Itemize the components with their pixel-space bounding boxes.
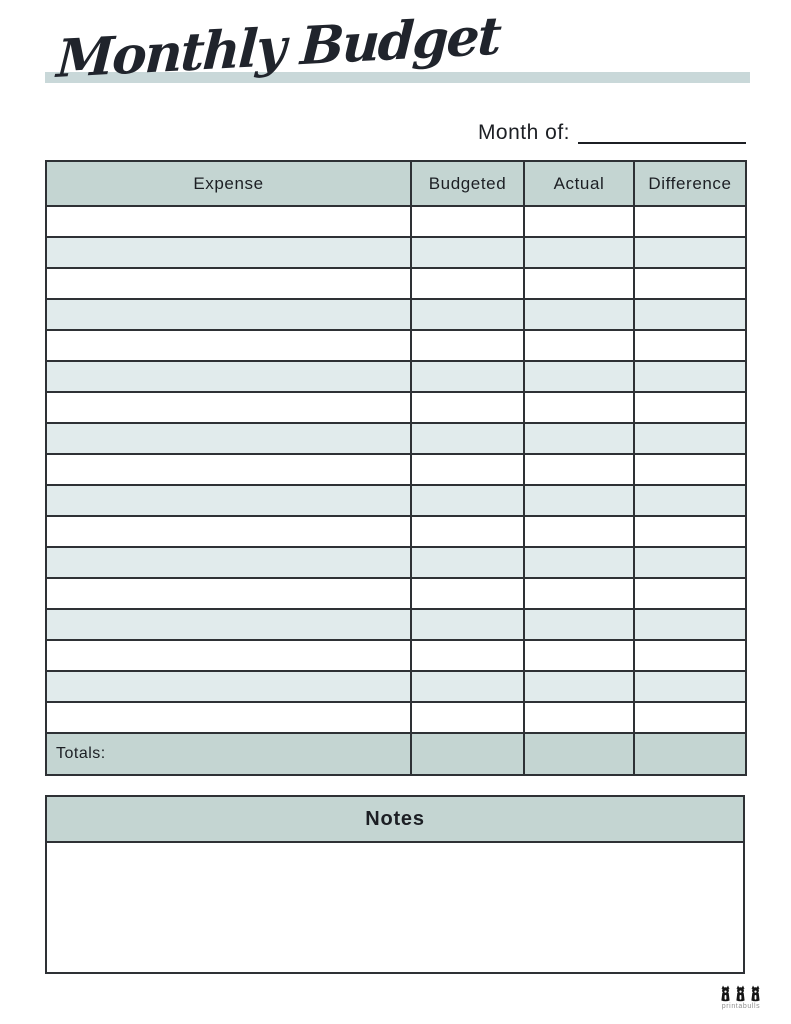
table-row — [46, 392, 746, 423]
actual-cell[interactable] — [524, 330, 634, 361]
budgeted-cell[interactable] — [411, 485, 524, 516]
expense-cell[interactable] — [46, 609, 411, 640]
budgeted-cell[interactable] — [411, 392, 524, 423]
budgeted-cell[interactable] — [411, 547, 524, 578]
month-of-input-line[interactable] — [578, 122, 746, 144]
brand-logo — [716, 985, 766, 1010]
table-row — [46, 578, 746, 609]
budgeted-cell[interactable] — [411, 206, 524, 237]
actual-cell[interactable] — [524, 361, 634, 392]
expense-cell[interactable] — [46, 547, 411, 578]
budgeted-cell[interactable] — [411, 609, 524, 640]
expense-cell[interactable] — [46, 299, 411, 330]
table-row — [46, 423, 746, 454]
month-of-field — [478, 121, 746, 144]
difference-cell[interactable] — [634, 578, 746, 609]
budgeted-cell[interactable] — [411, 640, 524, 671]
table-row — [46, 609, 746, 640]
budgeted-cell[interactable] — [411, 361, 524, 392]
notes-area[interactable] — [47, 843, 743, 972]
budgeted-cell[interactable] — [411, 330, 524, 361]
table-row — [46, 268, 746, 299]
expense-cell[interactable] — [46, 485, 411, 516]
table-row — [46, 361, 746, 392]
page-title: Monthly Budget — [55, 5, 502, 90]
actual-cell[interactable] — [524, 702, 634, 733]
actual-cell[interactable] — [524, 206, 634, 237]
actual-cell[interactable] — [524, 392, 634, 423]
actual-cell[interactable] — [524, 547, 634, 578]
expense-cell[interactable] — [46, 423, 411, 454]
budgeted-cell[interactable] — [411, 578, 524, 609]
budgeted-cell[interactable] — [411, 671, 524, 702]
difference-cell[interactable] — [634, 330, 746, 361]
column-header-expense: Expense — [46, 161, 411, 206]
difference-cell[interactable] — [634, 268, 746, 299]
actual-cell[interactable] — [524, 609, 634, 640]
budget-table — [45, 160, 745, 776]
bulldog-trio-icon — [720, 985, 762, 1002]
budgeted-cell[interactable] — [411, 237, 524, 268]
actual-cell[interactable] — [524, 640, 634, 671]
difference-cell[interactable] — [634, 423, 746, 454]
notes-header: Notes — [47, 797, 743, 843]
expense-cell[interactable] — [46, 206, 411, 237]
budgeted-cell[interactable] — [411, 268, 524, 299]
table-row — [46, 516, 746, 547]
totals-budgeted-cell[interactable] — [411, 733, 524, 775]
difference-cell[interactable] — [634, 485, 746, 516]
actual-cell[interactable] — [524, 423, 634, 454]
month-of-label: Month of: — [477, 121, 570, 144]
table-row — [46, 206, 746, 237]
actual-cell[interactable] — [524, 578, 634, 609]
table-row — [46, 330, 746, 361]
difference-cell[interactable] — [634, 609, 746, 640]
budget-table-header — [46, 161, 746, 206]
actual-cell[interactable] — [524, 454, 634, 485]
table-row — [46, 485, 746, 516]
expense-cell[interactable] — [46, 237, 411, 268]
table-row — [46, 237, 746, 268]
difference-cell[interactable] — [634, 516, 746, 547]
expense-cell[interactable] — [46, 361, 411, 392]
table-row — [46, 547, 746, 578]
expense-cell[interactable] — [46, 268, 411, 299]
difference-cell[interactable] — [634, 702, 746, 733]
expense-cell[interactable] — [46, 671, 411, 702]
actual-cell[interactable] — [524, 299, 634, 330]
budgeted-cell[interactable] — [411, 702, 524, 733]
budget-table-footer — [46, 733, 746, 775]
expense-cell[interactable] — [46, 516, 411, 547]
header-row — [46, 161, 746, 206]
expense-cell[interactable] — [46, 702, 411, 733]
table-row — [46, 299, 746, 330]
table-row — [46, 702, 746, 733]
actual-cell[interactable] — [524, 516, 634, 547]
difference-cell[interactable] — [634, 547, 746, 578]
expense-cell[interactable] — [46, 392, 411, 423]
difference-cell[interactable] — [634, 392, 746, 423]
expense-cell[interactable] — [46, 640, 411, 671]
difference-cell[interactable] — [634, 299, 746, 330]
actual-cell[interactable] — [524, 485, 634, 516]
column-header-budgeted: Budgeted — [411, 161, 524, 206]
difference-cell[interactable] — [634, 361, 746, 392]
budget-rows — [46, 206, 746, 733]
expense-cell[interactable] — [46, 578, 411, 609]
expense-cell[interactable] — [46, 330, 411, 361]
difference-cell[interactable] — [634, 237, 746, 268]
difference-cell[interactable] — [634, 206, 746, 237]
expense-cell[interactable] — [46, 454, 411, 485]
notes-section — [45, 795, 745, 974]
difference-cell[interactable] — [634, 454, 746, 485]
table-row — [46, 671, 746, 702]
budgeted-cell[interactable] — [411, 299, 524, 330]
table-row — [46, 454, 746, 485]
brand-name: printabulls — [721, 1003, 761, 1010]
budgeted-cell[interactable] — [411, 454, 524, 485]
totals-actual-cell[interactable] — [524, 733, 634, 775]
actual-cell[interactable] — [524, 671, 634, 702]
column-header-actual: Actual — [524, 161, 634, 206]
budgeted-cell[interactable] — [411, 423, 524, 454]
column-header-difference: Difference — [634, 161, 746, 206]
actual-cell[interactable] — [524, 237, 634, 268]
table-row — [46, 640, 746, 671]
difference-cell[interactable] — [634, 640, 746, 671]
budgeted-cell[interactable] — [411, 516, 524, 547]
totals-difference-cell[interactable] — [634, 733, 746, 775]
totals-label: Totals: — [46, 733, 411, 775]
difference-cell[interactable] — [634, 671, 746, 702]
actual-cell[interactable] — [524, 268, 634, 299]
totals-row — [46, 733, 746, 775]
